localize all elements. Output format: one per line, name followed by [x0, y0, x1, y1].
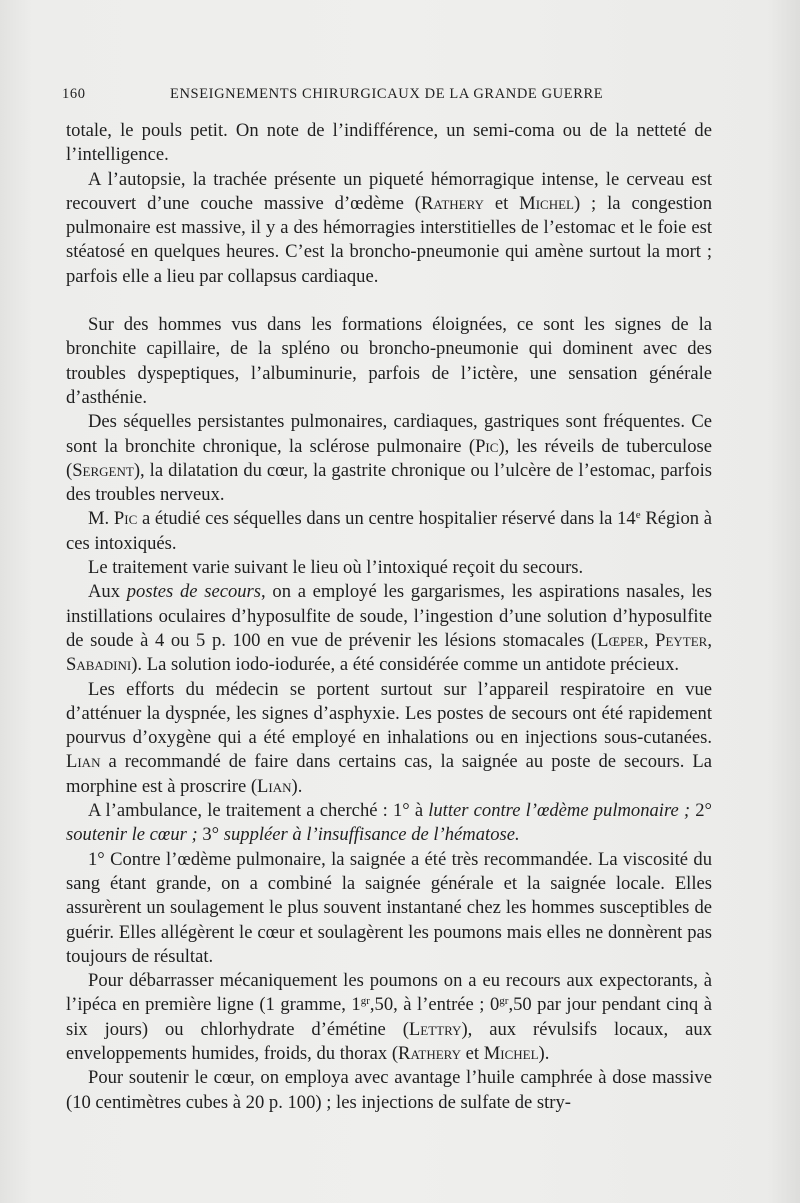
paragraph-sequelles: Des séquelles persistantes pulmonaires, cardiaques, gastriques sont fréquentes. Ce sont la bronchite chronique, la sclérose pulmonaire (Pic), les réveils de tuberculose (Sergent), la dilatation du cœur, la gastrite chronique ou l’ulcère de l’estomac, parfois des troubles nerveux. — [66, 411, 713, 506]
page-number: 160 — [62, 86, 86, 102]
emphasis: soutenir le cœur ; — [66, 824, 198, 846]
emphasis: lutter contre l’œdème pulmonaire ; — [428, 800, 691, 822]
author-name: Lœper — [597, 629, 644, 651]
paragraph-expectorants: Pour débarrasser mécaniquement les poumons on a eu recours aux expectorants, à l’ipéca en première ligne (1 gramme, $1^{gr},50$, à l’entrée ; $0^{gr},50$ par jour pendant cinq à six jours) ou chlorhydrate d’émétine (Lettry), aux révulsifs locaux, aux enveloppements humides, froids, du thorax (Rathery et Michel). — [66, 970, 713, 1064]
paragraph-autopsie: A l’autopsie, la trachée présente un piqueté hémorragique intense, le cerveau est recouvert d’une couche massive d’œdème (Rathery et Michel) ; la congestion pulmonaire est massive, il y a des hémorragies interstitielles de l’estomac et le foie est stéatosé en quelques heures. C’est la broncho-pneumonie qui amène surtout la mort ; parfois elle a lieu par collapsus cardiaque. — [66, 168, 713, 287]
body-text — [66, 119, 712, 1115]
author-name: Sergent — [72, 459, 134, 481]
author-name: Lian — [66, 751, 101, 773]
paragraph-postes: Aux postes de secours, on a employé les gargarismes, les aspirations nasales, les instillations oculaires d’hyposulfite de soude, l’ingestion d’une solution d’hyposulfite de soude à 4 ou 5 p. 100 en vue de prévenir les lésions stomacales (Lœper, Peyter, Sabadini). La solution iodo-iodurée, a été considérée comme un antidote précieux. — [66, 581, 713, 676]
emphasis: postes de secours — [126, 581, 262, 603]
paragraph-gap — [66, 289, 712, 313]
paragraph-formations: Sur des hommes vus dans les formations éloignées, ce sont les signes de la bronchite capillaire, de la spléno ou broncho-pneumonie qui dominent avec des troubles dyspeptiques, l’albuminurie, parfois de l’ictère, une sensation générale d’asthénie. — [66, 314, 712, 408]
paragraph-1: totale, le pouls petit. On note de l’indifférence, un semi-coma ou de la netteté de l’intelligence. — [66, 120, 712, 166]
paragraph-ambulance: A l’ambulance, le traitement a cherché : 1° à lutter contre l’œdème pulmonaire ; 2° soutenir le cœur ; 3° suppléer à l’insuffisance de l’hématose. — [66, 800, 712, 846]
author-name: Peyter — [655, 629, 708, 651]
paragraph-coeur: Pour soutenir le cœur, on employa avec avantage l’huile camphrée à dose massive (10 centimètres cubes à 20 p. 100) ; les injections de sulfate de stry- — [66, 1067, 712, 1113]
page-header — [62, 86, 712, 110]
author-name: Lettry — [408, 1018, 462, 1040]
author-name: Lian — [257, 775, 292, 797]
paragraph-traitement: Le traitement varie suivant le lieu où l’intoxiqué reçoit du secours. — [88, 557, 584, 579]
emphasis: suppléer à l’insuffisance de l’hématose. — [223, 824, 520, 846]
author-name: Michel — [483, 1042, 539, 1064]
author-name: Pic — [475, 435, 499, 457]
author-name: Sabadini — [66, 654, 132, 676]
paragraph-pic: M. Pic a étudié ces séquelles dans un centre hospitalier réservé dans la 14e Région à ces intoxiqués. — [66, 508, 712, 554]
author-name: Michel — [519, 192, 574, 214]
running-head: ENSEIGNEMENTS CHIRURGICAUX DE LA GRANDE GUERRE — [170, 86, 604, 102]
author-name: Rathery — [420, 192, 484, 214]
paragraph-efforts: Les efforts du médecin se portent surtout sur l’appareil respiratoire en vue d’atténuer la dyspnée, les signes d’asphyxie. Les postes de secours ont été rapidement pourvus d’oxygène qui a été employé en inhalations ou en injections sous-cutanées. Lian a recommandé de faire dans certains cas, la saignée au poste de secours. La morphine est à proscrire (Lian). — [66, 678, 712, 797]
paragraph-oedeme: 1° Contre l’œdème pulmonaire, la saignée a été très recommandée. La viscosité du sang étant grande, on a combiné la saignée générale et la saignée locale. Elles assurèrent un soulagement le plus souvent instantané chez les hommes susceptibles de guérir. Elles allégèrent le cœur et soulagèrent les poumons mais elles ne donnèrent pas toujours de résultat. — [66, 848, 712, 967]
author-name: Rathery — [398, 1042, 462, 1064]
author-name: Pic — [113, 508, 138, 530]
